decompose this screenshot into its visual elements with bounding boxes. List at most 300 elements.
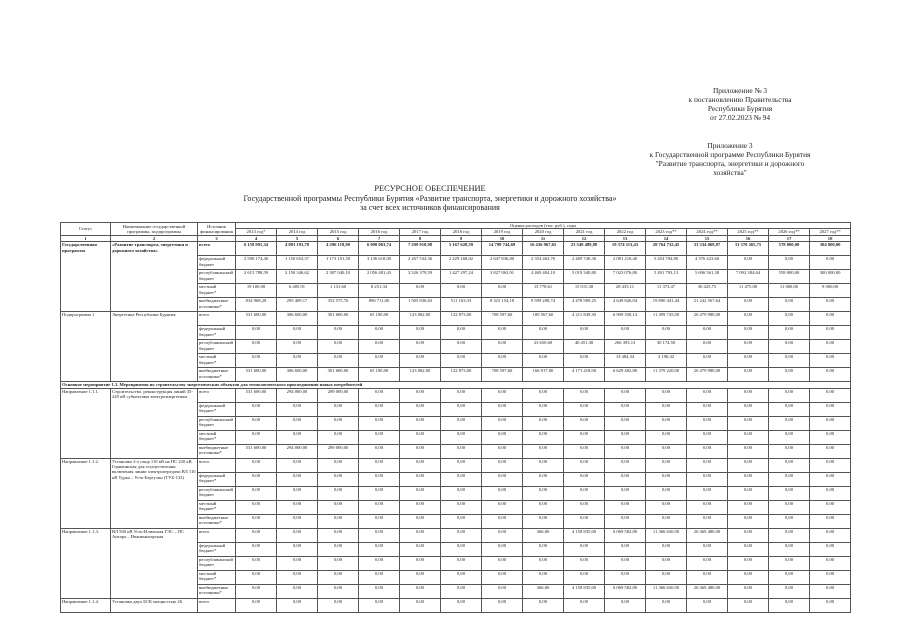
table-cell-value: 31 370 265,75	[728, 242, 769, 256]
table-cell-value: 0,00	[318, 528, 359, 542]
table-cell-value: 0,00	[810, 500, 851, 514]
table-cell-value: 13 778,61	[523, 284, 564, 298]
table-cell-value: 0,00	[769, 444, 810, 458]
table-cell-value: 6 069 582,80	[605, 528, 646, 542]
row-funding-source: внебюджетные источники*	[198, 368, 236, 382]
table-cell-value: 6 159 991,34	[236, 242, 277, 256]
table-cell-value: 0,00	[687, 444, 728, 458]
table-cell-value: 0,00	[318, 340, 359, 354]
column-number: 12	[564, 235, 605, 241]
table-cell-value: 0,00	[318, 570, 359, 584]
table-cell-value: 0,00	[318, 472, 359, 486]
table-cell-value: 266 393,13	[605, 340, 646, 354]
table-cell-value: 0,00	[687, 430, 728, 444]
table-cell-value: 0,00	[605, 556, 646, 570]
table-cell-value: 0,00	[687, 340, 728, 354]
table-cell-value: 0,00	[441, 284, 482, 298]
table-cell-value: 0,00	[810, 256, 851, 270]
table-cell-value: 4 158 835,00	[564, 584, 605, 598]
column-number: 10	[482, 235, 523, 241]
table-cell-value: 0,00	[728, 368, 769, 382]
row-funding-source: всего	[198, 598, 236, 612]
table-cell-value: 0,00	[728, 486, 769, 500]
table-cell-value: 0,00	[441, 598, 482, 612]
table-cell-value: 7 092 384,64	[728, 270, 769, 284]
table-cell-value: 0,00	[482, 388, 523, 402]
table-cell-value: 0,00	[810, 444, 851, 458]
table-cell-value: 0,00	[646, 542, 687, 556]
approval-line: к постановлению Правительства	[688, 95, 792, 104]
header-year: 2027 год**	[810, 229, 851, 235]
table-cell-value: 4 211 849,30	[564, 312, 605, 326]
table-cell-value: 0,00	[564, 354, 605, 368]
table-cell-value: 0,00	[810, 416, 851, 430]
table-cell-value: 0,00	[400, 388, 441, 402]
table-cell-value: 5 491 793,13	[646, 270, 687, 284]
row-status: Государственная программа	[61, 242, 111, 312]
table-cell-value: 531 600,00	[236, 368, 277, 382]
table-cell-value: 0,00	[318, 556, 359, 570]
table-cell-value: 0,00	[441, 584, 482, 598]
row-name: ВЛ 500 кВ Усть-Илимская ГЭС – ПС Ангара – Нижнеангарская	[111, 528, 198, 598]
table-cell-value: 0,00	[769, 388, 810, 402]
table-cell-value: 0,00	[810, 368, 851, 382]
table-cell-value: 20 469 480,00	[687, 584, 728, 598]
table-cell-value: 0,00	[810, 570, 851, 584]
table-cell-value: 0,00	[687, 556, 728, 570]
row-funding-source: внебюджетные источники*	[198, 514, 236, 528]
table-cell-value: 0,00	[687, 472, 728, 486]
table-cell-value: 11 366 630,00	[646, 584, 687, 598]
table-cell-value: 0,00	[277, 486, 318, 500]
row-funding-source: федеральный бюджет*	[198, 542, 236, 556]
row-funding-source: федеральный бюджет*	[198, 402, 236, 416]
table-cell-value: 0,00	[646, 486, 687, 500]
header-year: 2021 год	[564, 229, 605, 235]
table-cell-value: 0,00	[523, 416, 564, 430]
table-cell-value: 0,00	[359, 458, 400, 472]
table-cell-value: 0,00	[236, 528, 277, 542]
table-cell-value: 19 890 441,44	[646, 298, 687, 312]
table-cell-value: 0,00	[359, 472, 400, 486]
table-cell-value: 0,00	[441, 430, 482, 444]
table-cell-value: 0,00	[728, 444, 769, 458]
table-cell-value: 0,00	[441, 458, 482, 472]
table-cell-value: 0,00	[646, 326, 687, 340]
document-title	[140, 184, 720, 213]
header-year: 2017 год	[400, 229, 441, 235]
table-cell-value: 0,00	[605, 472, 646, 486]
table-cell-value: 2 469 740,30	[564, 256, 605, 270]
table-cell-value: 0,00	[359, 354, 400, 368]
table-cell-value: 304 000,00	[810, 242, 851, 256]
approval-line: Республики Бурятия	[707, 104, 773, 113]
table-cell-value: 0,00	[728, 298, 769, 312]
table-cell-value: 0,00	[277, 340, 318, 354]
table-cell-value: 6 909 358,14	[605, 312, 646, 326]
table-cell-value: 0,00	[810, 458, 851, 472]
table-cell-value: 0,00	[400, 528, 441, 542]
row-name: Строительство, реконструкция линий 35-220 кВ субъектами электроэнергетики	[111, 388, 198, 458]
table-cell-value: 0,00	[441, 444, 482, 458]
table-cell-value: 0,00	[646, 444, 687, 458]
table-row	[61, 528, 851, 542]
table-cell-value: 0,00	[359, 340, 400, 354]
table-cell-value: 0,00	[728, 598, 769, 612]
table-cell-value: 16 436 967,65	[523, 242, 564, 256]
column-number: 6	[318, 235, 359, 241]
header-funding-source: Источник финансирования	[198, 223, 236, 236]
table-cell-value: 0,00	[318, 598, 359, 612]
row-funding-source: федеральный бюджет	[198, 256, 236, 270]
table-cell-value: 0,00	[318, 458, 359, 472]
table-cell-value: 0,00	[400, 284, 441, 298]
table-cell-value: 0,00	[441, 542, 482, 556]
table-cell-value: 0,00	[359, 416, 400, 430]
table-cell-value: 0,00	[441, 354, 482, 368]
table-cell-value: 0,00	[728, 430, 769, 444]
table-cell-value: 0,00	[646, 598, 687, 612]
table-cell-value: 0,00	[769, 368, 810, 382]
table-cell-value: 300 000,00	[810, 270, 851, 284]
row-funding-source: всего	[198, 312, 236, 326]
table-cell-value: 0,00	[728, 256, 769, 270]
column-number: 18	[810, 235, 851, 241]
table-cell-value: 0,00	[277, 528, 318, 542]
table-cell-value: 0,00	[441, 472, 482, 486]
row-funding-source: местный бюджет*	[198, 284, 236, 298]
table-cell-value: 0,00	[810, 556, 851, 570]
table-cell-value: 0,00	[728, 326, 769, 340]
table-cell-value: 0,00	[728, 354, 769, 368]
table-cell-value: 0,00	[687, 354, 728, 368]
table-cell-value: 11 379 220,00	[646, 368, 687, 382]
row-funding-source: местный бюджет*	[198, 500, 236, 514]
row-name: Энергетика Республики Бурятия	[111, 312, 198, 382]
table-cell-value: 0,00	[482, 542, 523, 556]
table-cell-value: 0,00	[400, 514, 441, 528]
row-funding-source: республиканский бюджет	[198, 486, 236, 500]
table-cell-value: 0,00	[482, 284, 523, 298]
table-cell-value: 306 600,00	[277, 312, 318, 326]
table-cell-value: 0,00	[236, 402, 277, 416]
table-cell-value: 294 000,00	[277, 444, 318, 458]
table-cell-value: 0,00	[277, 598, 318, 612]
table-cell-value: 65 100,00	[359, 312, 400, 326]
table-cell-value: 19 374 113,43	[605, 242, 646, 256]
table-cell-value: 301 600,00	[318, 312, 359, 326]
table-cell-value: 0,00	[687, 486, 728, 500]
table-cell-value: 0,00	[318, 402, 359, 416]
table-cell-value: 3 526 379,59	[400, 270, 441, 284]
table-cell-value: 0,00	[441, 528, 482, 542]
table-cell-value: 0,00	[605, 458, 646, 472]
table-cell-value: 0,00	[359, 402, 400, 416]
row-funding-source: местный бюджет*	[198, 430, 236, 444]
table-cell-value: 7 299 910,98	[400, 242, 441, 256]
table-cell-value: 0,00	[359, 584, 400, 598]
header-year: 2015 год	[318, 229, 359, 235]
table-cell-value: 0,00	[277, 472, 318, 486]
table-cell-value: 0,00	[605, 430, 646, 444]
table-cell-value: 0,00	[810, 472, 851, 486]
table-cell-value: 0,00	[400, 416, 441, 430]
column-number: 8	[400, 235, 441, 241]
table-cell-value: 0,00	[564, 570, 605, 584]
table-cell-value: 2 387 040,10	[318, 270, 359, 284]
table-cell-value: 531 600,00	[236, 312, 277, 326]
table-cell-value: 0,00	[482, 598, 523, 612]
table-cell-value: 40 451,30	[564, 340, 605, 354]
table-cell-value: 0,00	[810, 486, 851, 500]
table-cell-value: 0,00	[523, 326, 564, 340]
table-cell-value: 0,00	[523, 598, 564, 612]
table-cell-value: 0,00	[728, 570, 769, 584]
table-cell-value: 366,00	[523, 528, 564, 542]
table-cell-value: 0,00	[236, 570, 277, 584]
section-title: Основное мероприятие 1.1. Мероприятия по строительству энергетических объектов для технологического присоединения новых потребителей	[61, 382, 851, 388]
table-cell-value: 65 100,00	[359, 368, 400, 382]
table-cell-value: 0,00	[687, 514, 728, 528]
table-cell-value: 301 600,00	[318, 368, 359, 382]
table-cell-value: 11 499 745,00	[646, 312, 687, 326]
table-cell-value: 4 649 826,04	[605, 298, 646, 312]
header-status: Статус	[61, 223, 111, 236]
table-cell-value: 0,00	[564, 556, 605, 570]
table-cell-value: 0,00	[359, 388, 400, 402]
column-number: 1	[61, 235, 111, 241]
table-cell-value: 0,00	[564, 486, 605, 500]
table-cell-value: 8 323 154,18	[482, 298, 523, 312]
table-cell-value: 0,00	[646, 416, 687, 430]
table-cell-value: 0,00	[687, 458, 728, 472]
table-cell-value: 23 549 489,88	[564, 242, 605, 256]
table-cell-value: 0,00	[810, 312, 851, 326]
table-cell-value: 0,00	[236, 514, 277, 528]
appendix-line: Приложение 3	[707, 141, 753, 150]
row-funding-source: местный бюджет*	[198, 570, 236, 584]
table-cell-value: 0,00	[400, 598, 441, 612]
column-number: 9	[441, 235, 482, 241]
table-cell-value: 0,00	[236, 340, 277, 354]
table-cell-value: 11 000,00	[769, 284, 810, 298]
table-cell-value: 0,00	[605, 570, 646, 584]
table-cell-value: 0,00	[482, 500, 523, 514]
table-cell-value: 0,00	[277, 416, 318, 430]
table-cell-value: 0,00	[482, 528, 523, 542]
table-cell-value: 0,00	[687, 326, 728, 340]
table-cell-value: 0,00	[400, 402, 441, 416]
table-cell-value: 0,00	[482, 326, 523, 340]
table-cell-value: 0,00	[605, 486, 646, 500]
table-cell-value: 0,00	[769, 486, 810, 500]
title-line-3: за счет всех источников финансирования	[360, 203, 500, 213]
table-cell-value: 20 479 980,00	[687, 368, 728, 382]
table-cell-value: 0,00	[359, 500, 400, 514]
table-cell-value: 0,00	[810, 402, 851, 416]
table-cell-value: 0,00	[482, 402, 523, 416]
column-number: 13	[605, 235, 646, 241]
table-cell-value: 5 454 704,80	[646, 256, 687, 270]
table-cell-value: 0,00	[400, 326, 441, 340]
table-cell-value: 0,00	[523, 354, 564, 368]
table-cell-value: 0,00	[482, 570, 523, 584]
table-cell-value: 3 827 863,91	[482, 270, 523, 284]
table-cell-value: 0,00	[646, 388, 687, 402]
table-cell-value: 0,00	[359, 556, 400, 570]
resource-table	[60, 222, 851, 613]
appendix-line: хозяйства"	[713, 168, 747, 177]
table-cell-value: 0,00	[236, 430, 277, 444]
row-status: Направление 1.1.1.	[61, 388, 111, 458]
table-cell-value: 0,00	[769, 472, 810, 486]
table-cell-value: 2 081 218,40	[605, 256, 646, 270]
table-cell-value: 0,00	[523, 472, 564, 486]
table-cell-value: 1 505 836,63	[400, 298, 441, 312]
approval-header	[655, 86, 825, 122]
table-cell-value: 366,00	[523, 584, 564, 598]
table-cell-value: 0,00	[810, 528, 851, 542]
header-program-name: Наименование государственной программы, подпрограммы	[111, 223, 198, 236]
header-estimate: Оценка расходов (тыс. руб.), годы	[236, 223, 851, 229]
table-cell-value: 0,00	[236, 486, 277, 500]
table-cell-value: 0,00	[687, 402, 728, 416]
table-cell-value: 20 469 480,00	[687, 528, 728, 542]
table-cell-value: 2 354 463,70	[523, 256, 564, 270]
table-cell-value: 0,00	[400, 472, 441, 486]
table-cell-value: 0,00	[441, 570, 482, 584]
row-funding-source: федеральный бюджет*	[198, 326, 236, 340]
resource-table-container	[60, 222, 850, 613]
row-name: Установка двух БСК мощностью 26	[111, 598, 198, 612]
table-cell-value: 0,00	[236, 584, 277, 598]
table-cell-value: 0,00	[359, 570, 400, 584]
table-cell-value: 708 597,60	[482, 312, 523, 326]
table-row	[61, 598, 851, 612]
table-cell-value: 0,00	[810, 388, 851, 402]
table-cell-value: 0,00	[769, 340, 810, 354]
table-body	[61, 242, 851, 612]
table-cell-value: 4 171 418,00	[564, 368, 605, 382]
table-cell-value: 1 173 101,50	[318, 256, 359, 270]
row-funding-source: республиканский бюджет	[198, 340, 236, 354]
table-cell-value: 0,00	[687, 500, 728, 514]
table-cell-value: 0,00	[318, 354, 359, 368]
table-cell-value: 30 425,75	[687, 284, 728, 298]
table-cell-value: 0,00	[605, 514, 646, 528]
table-cell-value: 2 267 534,36	[400, 256, 441, 270]
table-cell-value: 2 615 788,59	[236, 270, 277, 284]
table-cell-value: 1 150 654,57	[277, 256, 318, 270]
table-cell-value: 0,00	[523, 444, 564, 458]
table-cell-value: 0,00	[769, 458, 810, 472]
table-cell-value: 11 373,47	[646, 284, 687, 298]
table-cell-value: 0,00	[482, 354, 523, 368]
table-cell-value: 0,00	[810, 298, 851, 312]
table-cell-value: 0,00	[236, 542, 277, 556]
table-cell-value: 166 917,00	[523, 368, 564, 382]
table-cell-value: 558 000,00	[769, 270, 810, 284]
table-cell-value: 4 296 118,90	[318, 242, 359, 256]
header-year: 2025 год**	[728, 229, 769, 235]
row-funding-source: всего	[198, 528, 236, 542]
table-cell-value: 13 484,34	[605, 354, 646, 368]
table-cell-value: 0,00	[277, 584, 318, 598]
table-cell-value: 2 590 174,40	[236, 256, 277, 270]
row-status: Направление 1.1.2.	[61, 458, 111, 528]
table-cell-value: 0,00	[482, 444, 523, 458]
table-cell-value: 4 469 404,10	[523, 270, 564, 284]
table-row	[61, 242, 851, 256]
table-cell-value: 0,00	[605, 402, 646, 416]
table-cell-value: 0,00	[318, 416, 359, 430]
column-number: 16	[728, 235, 769, 241]
table-cell-value: 0,00	[441, 556, 482, 570]
title-line-2: Государственной программы Республики Бурятия «Развитие транспорта, энергетики и дорожного хозяйства»	[243, 193, 617, 203]
table-cell-value: 0,00	[359, 528, 400, 542]
table-cell-value: 2 150 346,62	[277, 270, 318, 284]
table-cell-value: 0,00	[236, 458, 277, 472]
table-cell-value: 3 190,42	[646, 354, 687, 368]
table-cell-value: 0,00	[441, 326, 482, 340]
table-cell-value: 0,00	[728, 514, 769, 528]
table-cell-value: 0,00	[318, 584, 359, 598]
table-cell-value: 0,00	[646, 514, 687, 528]
table-cell-value: 0,00	[318, 514, 359, 528]
table-cell-value: 0,00	[523, 486, 564, 500]
table-cell-value: 0,00	[359, 444, 400, 458]
table-cell-value: 578 000,00	[769, 242, 810, 256]
table-cell-value: 0,00	[523, 430, 564, 444]
table-cell-value: 0,00	[523, 388, 564, 402]
table-cell-value: 123 082,00	[400, 368, 441, 382]
table-cell-value: 0,00	[605, 326, 646, 340]
table-cell-value: 0,00	[359, 486, 400, 500]
row-status: Направление 1.1.4.	[61, 598, 111, 612]
table-cell-value: 0,00	[728, 472, 769, 486]
row-funding-source: внебюджетные источники*	[198, 444, 236, 458]
column-number: 3	[198, 235, 236, 241]
table-cell-value: 23 650,60	[523, 340, 564, 354]
table-cell-value: 0,00	[277, 430, 318, 444]
table-cell-value: 0,00	[564, 472, 605, 486]
column-number: 14	[646, 235, 687, 241]
row-funding-source: республиканский бюджет	[198, 270, 236, 284]
table-cell-value: 0,00	[769, 528, 810, 542]
table-cell-value: 295 409,17	[277, 298, 318, 312]
column-number: 11	[523, 235, 564, 241]
table-cell-value: 0,00	[728, 388, 769, 402]
row-funding-source: республиканский бюджет	[198, 556, 236, 570]
table-cell-value: 0,00	[400, 444, 441, 458]
table-cell-value: 0,00	[728, 556, 769, 570]
row-status: Направление 1.1.3.	[61, 528, 111, 598]
table-cell-value: 0,00	[400, 556, 441, 570]
table-cell-value: 0,00	[564, 458, 605, 472]
table-cell-value: 0,00	[564, 326, 605, 340]
table-cell-value: 0,00	[523, 402, 564, 416]
table-cell-value: 0,00	[564, 514, 605, 528]
table-cell-value: 0,00	[564, 598, 605, 612]
table-cell-value: 5 696 561,38	[687, 270, 728, 284]
table-cell-value: 0,00	[605, 416, 646, 430]
table-cell-value: 0,00	[769, 326, 810, 340]
table-cell-value: 0,00	[769, 598, 810, 612]
table-cell-value: 0,00	[769, 500, 810, 514]
header-year: 2023 год**	[646, 229, 687, 235]
table-cell-value: 19 100,00	[236, 284, 277, 298]
table-cell-value: 0,00	[482, 556, 523, 570]
